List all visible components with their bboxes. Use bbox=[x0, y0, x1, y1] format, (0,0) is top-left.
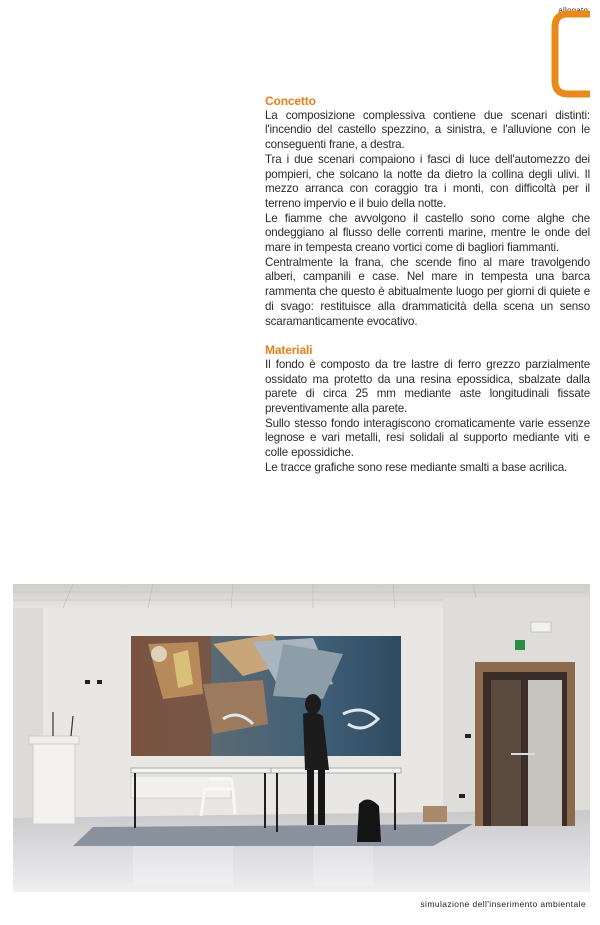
concetto-paragraph-2: Tra i due scenari compaiono i fasci di luce dell'automezzo dei pompieri, che solcano la notte da dietro la collina degli ulivi. Il mezzo arranca con coraggio tra i monti, con difficoltà per il terreno impervio e il buio della notte. bbox=[265, 152, 590, 210]
room-illustration bbox=[13, 584, 590, 892]
section-title-materiali: Materiali bbox=[265, 343, 313, 358]
concetto-paragraph-4: Centralmente la frana, che scende fino al mare travolgendo alberi, campanili e case. Nel mare in tempesta una barca rammenta che questo è abitualmente luogo per giorni di quiete e di svago: restituisce alla drammaticità della scena un senso scaramanticamente evocativo. bbox=[265, 255, 590, 328]
materiali-paragraph-1: Il fondo è composto da tre lastre di ferro grezzo parzialmente ossidato ma protetto da una resina epossidica, sbalzate dalla parete di circa 25 mm mediante aste longitudinali fissate preventivamente alla parete. bbox=[265, 357, 590, 416]
materiali-paragraph-2: Sullo stesso fondo interagiscono cromaticamente varie essenze legnose e vari metalli, resi solidali al supporto mediante viti e colle epossidiche. bbox=[265, 416, 590, 460]
text-content bbox=[265, 94, 590, 476]
section-title-concetto: Concetto bbox=[265, 94, 316, 108]
attachment-letter-c bbox=[550, 10, 594, 98]
environment-photo bbox=[13, 584, 590, 892]
allegato-label: allegato bbox=[558, 6, 588, 15]
concetto-paragraph-1: La composizione complessiva contiene due scenari distinti: l'incendio del castello spezzino, a sinistra, e l'alluvione con le conseguenti frane, a destra. bbox=[265, 108, 590, 152]
concetto-paragraph-3: Le fiamme che avvolgono il castello sono come alghe che ondeggiano al flusso delle correnti marine, mentre le onde del mare in tempesta creano vortici come di bagliori fiammanti. bbox=[265, 211, 590, 255]
materiali-paragraph-3: Le tracce grafiche sono rese mediante smalti a base acrilica. bbox=[265, 460, 568, 474]
photo-caption: simulazione dell'inserimento ambientale bbox=[420, 899, 586, 909]
